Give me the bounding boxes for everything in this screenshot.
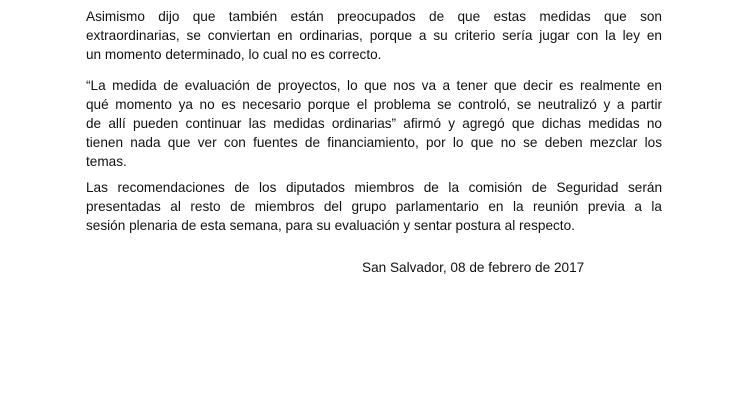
paragraph-line: qué momento ya no es necesario porque el problema se controló, se neutralizó y a partir [86, 97, 662, 112]
place-and-date-line: San Salvador, 08 de febrero de 2017 [362, 260, 585, 275]
paragraph-line: temas. [86, 154, 127, 169]
paragraph-line: un momento determinado, lo cual no es correcto. [86, 47, 382, 62]
paragraph-line: Asimismo dijo que también están preocupados de que estas medidas que son [86, 9, 662, 24]
paragraph-line: extraordinarias, se conviertan en ordinarias, porque a su criterio sería jugar con la ley en [86, 28, 662, 43]
paragraph-3 [86, 178, 662, 235]
paragraph-1 [86, 7, 662, 64]
paragraph-line: tienen nada que ver con fuentes de financiamiento, por lo que no se deben mezclar los [86, 135, 662, 150]
paragraph-line: presentadas al resto de miembros del grupo parlamentario en la reunión previa a la [86, 199, 662, 214]
paragraph-line: sesión plenaria de esta semana, para su evaluación y sentar postura al respecto. [86, 218, 575, 233]
paragraph-line: de allí pueden continuar las medidas ordinarias” afirmó y agregó que dichas medidas no [86, 116, 662, 131]
paragraph-line: “La medida de evaluación de proyectos, lo que nos va a tener que decir es realmente en [86, 78, 662, 93]
paragraph-line: Las recomendaciones de los diputados miembros de la comisión de Seguridad serán [86, 180, 662, 195]
paragraph-2-quote [86, 76, 662, 171]
